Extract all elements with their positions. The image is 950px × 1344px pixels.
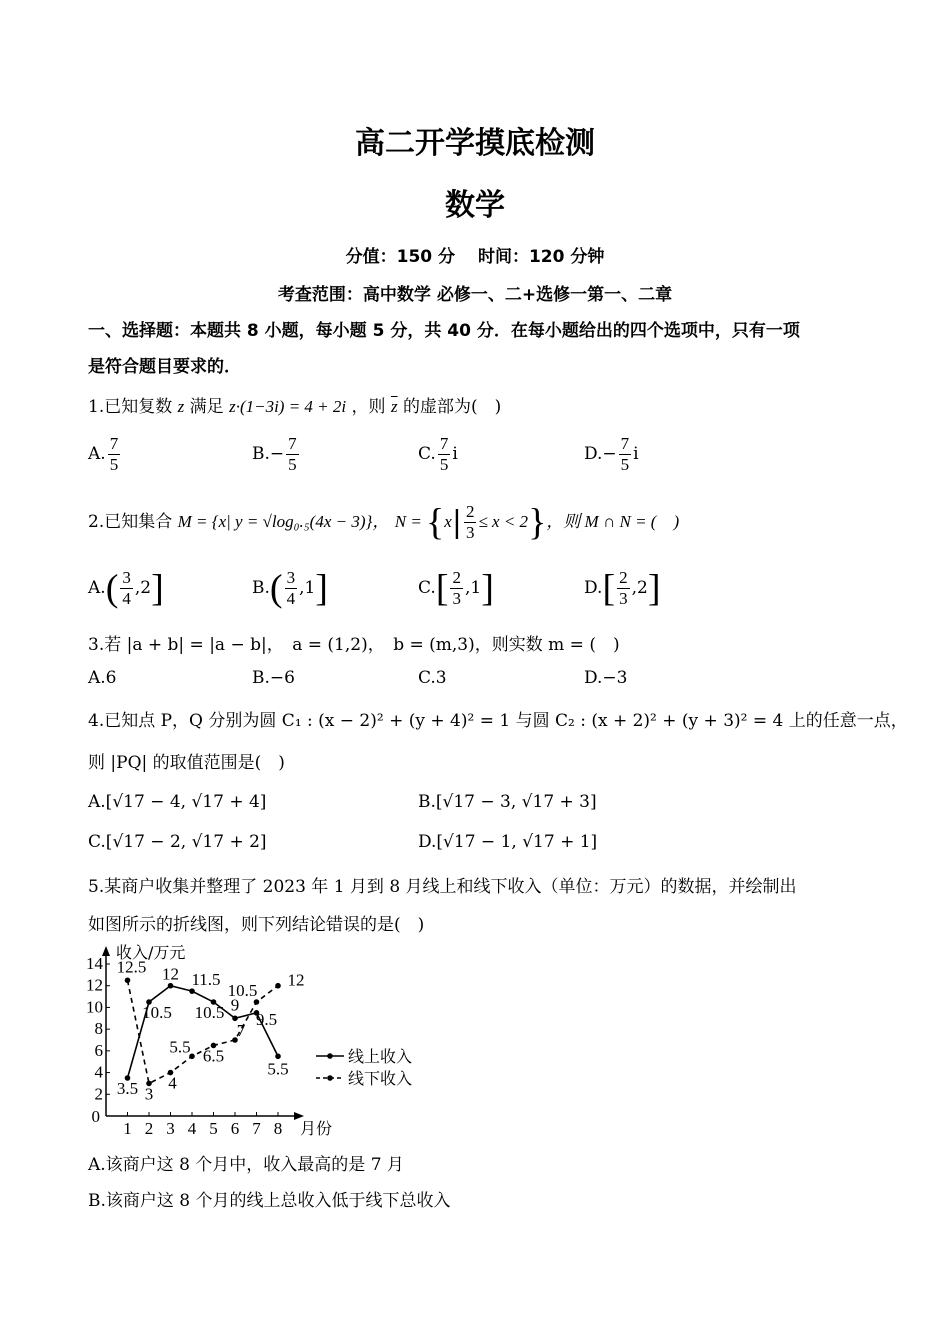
numerator: 7 bbox=[288, 434, 297, 453]
x-tick-label: 7 bbox=[252, 1119, 261, 1138]
data-point bbox=[125, 977, 131, 983]
legend-label: 线下收入 bbox=[348, 1069, 413, 1088]
question-4-cont: 则 |PQ| 的取值范围是( ) bbox=[88, 753, 285, 773]
data-label: 6.5 bbox=[202, 1046, 225, 1066]
data-label: 7 bbox=[236, 1021, 246, 1040]
data-label: 4 bbox=[168, 1073, 177, 1093]
q2-a-label: A. bbox=[88, 578, 106, 598]
data-point bbox=[254, 999, 260, 1005]
data-point bbox=[275, 983, 281, 989]
data-label: 3.5 bbox=[116, 1079, 139, 1098]
imag-unit: i bbox=[452, 444, 458, 464]
denominator: 3 bbox=[452, 589, 461, 608]
q2-set-m: M = {x| y = √log₀.₅(4x − 3)}， bbox=[177, 512, 390, 531]
numerator: 2 bbox=[619, 568, 628, 587]
question-1 bbox=[88, 392, 501, 417]
legend-marker bbox=[327, 1053, 333, 1059]
origin-label: 0 bbox=[91, 1107, 100, 1126]
y-tick-label: 14 bbox=[86, 954, 103, 973]
q1-stem-d: 的虚部为( ) bbox=[402, 397, 502, 417]
data-label: 10.5 bbox=[194, 1003, 225, 1022]
q1-option-b bbox=[252, 434, 301, 475]
paren: ( bbox=[269, 567, 283, 610]
q1-var: z bbox=[177, 397, 185, 416]
section-heading: 一、选择题：本题共 8 小题，每小题 5 分，共 40 分．在每小题给出的四个选项中，只有一项 bbox=[88, 321, 800, 341]
data-label: 5.5 bbox=[267, 1059, 289, 1079]
q2-b-label: B. bbox=[252, 578, 270, 598]
fraction bbox=[108, 434, 121, 475]
q1-c-label: C. bbox=[418, 444, 436, 464]
q2-option-b bbox=[252, 568, 328, 609]
x-tick-label: 2 bbox=[144, 1119, 154, 1138]
x-tick-label: 4 bbox=[187, 1119, 197, 1138]
y-tick-label: 4 bbox=[94, 1062, 103, 1082]
q2-stem: 2.已知集合 bbox=[88, 512, 173, 532]
legend-label: 线上收入 bbox=[348, 1047, 413, 1066]
fraction bbox=[617, 568, 630, 609]
q3-option-d: D.−3 bbox=[584, 668, 628, 688]
q3-option-a: A.6 bbox=[88, 668, 117, 688]
chart-series bbox=[117, 957, 305, 1103]
brace-close: } bbox=[528, 501, 547, 544]
denominator: 5 bbox=[620, 455, 630, 474]
data-label: 5.5 bbox=[169, 1037, 191, 1057]
data-label: 12 bbox=[162, 964, 179, 984]
q5-option-a: A.该商户这 8 个月中，收入最高的是 7 月 bbox=[88, 1155, 404, 1175]
chart-legend bbox=[316, 1047, 412, 1088]
bracket: ] bbox=[647, 567, 661, 610]
x-tick-label: 3 bbox=[166, 1119, 175, 1138]
numerator: 7 bbox=[439, 434, 449, 453]
numerator: 7 bbox=[109, 434, 119, 453]
fraction bbox=[285, 568, 298, 609]
q1-equation: z·(1−3i) = 4 + 2i bbox=[229, 397, 347, 416]
x-axis-label: 月份 bbox=[300, 1119, 333, 1138]
question-3: 3.若 |a + b| = |a − b|， a = (1,2)， b = (m,3)，则实数 m = ( ) bbox=[88, 635, 620, 655]
q2-option-a bbox=[88, 568, 164, 609]
bar: | bbox=[451, 505, 462, 540]
question-2 bbox=[88, 502, 679, 543]
q2-d-label: D. bbox=[584, 578, 603, 598]
question-5-cont: 如图所示的折线图，则下列结论错误的是( ) bbox=[88, 915, 425, 935]
data-label: 10.5 bbox=[227, 981, 258, 1000]
value: ,2 bbox=[134, 578, 152, 598]
q2-n-var: x bbox=[444, 512, 452, 531]
q2-option-d bbox=[584, 568, 660, 609]
brace-open: { bbox=[426, 501, 445, 544]
x-tick-label: 1 bbox=[123, 1119, 132, 1138]
fraction bbox=[120, 568, 133, 609]
data-label: 10.5 bbox=[142, 1003, 172, 1022]
value: ,1 bbox=[464, 578, 482, 598]
income-line-chart bbox=[84, 938, 444, 1138]
y-tick-label: 6 bbox=[94, 1040, 103, 1060]
fraction bbox=[438, 434, 451, 475]
numerator: 2 bbox=[452, 568, 461, 587]
paren: ( bbox=[105, 567, 119, 610]
numerator: 7 bbox=[620, 434, 630, 453]
data-label: 9 bbox=[230, 995, 240, 1015]
q1-stem-b: 满足 bbox=[189, 397, 224, 417]
bracket: ] bbox=[315, 567, 328, 610]
q1-a-label: A. bbox=[88, 444, 106, 464]
y-tick-label: 8 bbox=[94, 1019, 103, 1039]
value: ,1 bbox=[299, 578, 316, 598]
question-4: 4.已知点 P，Q 分别为圆 C₁ : (x − 2)² + (y + 4)² = 1 与圆 C₂ : (x + 2)² + (y + 3)² = 4 上的任意一点， bbox=[88, 711, 908, 731]
data-point bbox=[275, 1053, 281, 1059]
value: ,2 bbox=[631, 578, 648, 598]
numerator: 3 bbox=[286, 568, 296, 587]
bracket: ] bbox=[481, 567, 494, 610]
subject-title: 数学 bbox=[445, 188, 505, 223]
fraction bbox=[450, 568, 463, 609]
q4-option-d: D.[√17 − 1, √17 + 1] bbox=[418, 832, 598, 852]
q2-c-label: C. bbox=[418, 578, 436, 598]
denominator: 4 bbox=[122, 589, 131, 608]
x-tick-label: 6 bbox=[230, 1119, 240, 1138]
denominator: 3 bbox=[619, 589, 628, 608]
page-title: 高二开学摸底检测 bbox=[355, 126, 595, 161]
bracket: ] bbox=[151, 567, 164, 610]
data-point bbox=[189, 988, 195, 994]
imag-unit: i bbox=[633, 444, 639, 464]
data-label: 12 bbox=[287, 970, 305, 990]
legend-marker bbox=[327, 1075, 333, 1081]
q1-option-a bbox=[88, 434, 122, 475]
exam-scope: 考查范围：高中数学 必修一、二+选修一第一、二章 bbox=[277, 285, 673, 305]
q2-n-cond: ≤ x < 2 bbox=[478, 512, 529, 531]
q1-option-d bbox=[584, 434, 639, 475]
denominator: 5 bbox=[288, 455, 297, 474]
q2-option-c bbox=[418, 568, 494, 609]
question-5: 5.某商户收集并整理了 2023 年 1 月到 8 月线上和线下收入（单位：万元）的数据，并绘制出 bbox=[88, 877, 797, 897]
q1-d-label: D.− bbox=[584, 444, 617, 464]
y-tick-label: 12 bbox=[86, 975, 103, 995]
exam-meta: 分值：150 分 时间：120 分钟 bbox=[345, 247, 605, 267]
q4-option-b: B.[√17 − 3, √17 + 3] bbox=[418, 792, 597, 812]
q1-conjugate: $\overline{z}$ bbox=[390, 397, 398, 416]
q4-option-c: C.[√17 − 2, √17 + 2] bbox=[88, 832, 267, 852]
data-label: 11.5 bbox=[191, 970, 221, 990]
q4-option-a: A.[√17 − 4, √17 + 4] bbox=[88, 792, 267, 812]
q1-stem-c: ，则 bbox=[351, 397, 386, 417]
denominator: 3 bbox=[465, 523, 475, 542]
q3-option-c: C.3 bbox=[418, 668, 447, 688]
q2-stem-end: ，则 M ∩ N = ( ) bbox=[546, 512, 680, 531]
data-label: 3 bbox=[144, 1084, 154, 1104]
fraction bbox=[286, 434, 299, 475]
y-axis-arrow bbox=[102, 946, 110, 956]
numerator: 2 bbox=[465, 502, 475, 521]
q3-option-b: B.−6 bbox=[252, 668, 295, 688]
y-tick-label: 10 bbox=[86, 997, 103, 1017]
numerator: 3 bbox=[122, 568, 131, 587]
fraction bbox=[464, 502, 477, 543]
denominator: 5 bbox=[439, 455, 449, 474]
q1-option-c bbox=[418, 434, 458, 475]
data-label: 9.5 bbox=[255, 1009, 278, 1029]
q1-b-label: B.− bbox=[252, 444, 285, 464]
bracket: [ bbox=[602, 567, 616, 610]
q5-option-b: B.该商户这 8 个月的线上总收入低于线下总收入 bbox=[88, 1191, 451, 1211]
data-point bbox=[168, 983, 174, 989]
section-heading-cont: 是符合题目要求的． bbox=[88, 357, 241, 377]
denominator: 5 bbox=[109, 455, 119, 474]
fraction bbox=[619, 434, 632, 475]
bracket: [ bbox=[435, 567, 449, 610]
q1-stem-a: 1.已知复数 bbox=[88, 397, 173, 417]
denominator: 4 bbox=[286, 589, 296, 608]
data-label: 12.5 bbox=[116, 957, 147, 977]
y-axis-label: 收入/万元 bbox=[116, 943, 186, 962]
x-tick-label: 8 bbox=[273, 1119, 283, 1138]
y-tick-label: 2 bbox=[94, 1084, 103, 1104]
x-tick-label: 5 bbox=[209, 1119, 218, 1138]
q2-set-n: N = bbox=[394, 512, 427, 531]
